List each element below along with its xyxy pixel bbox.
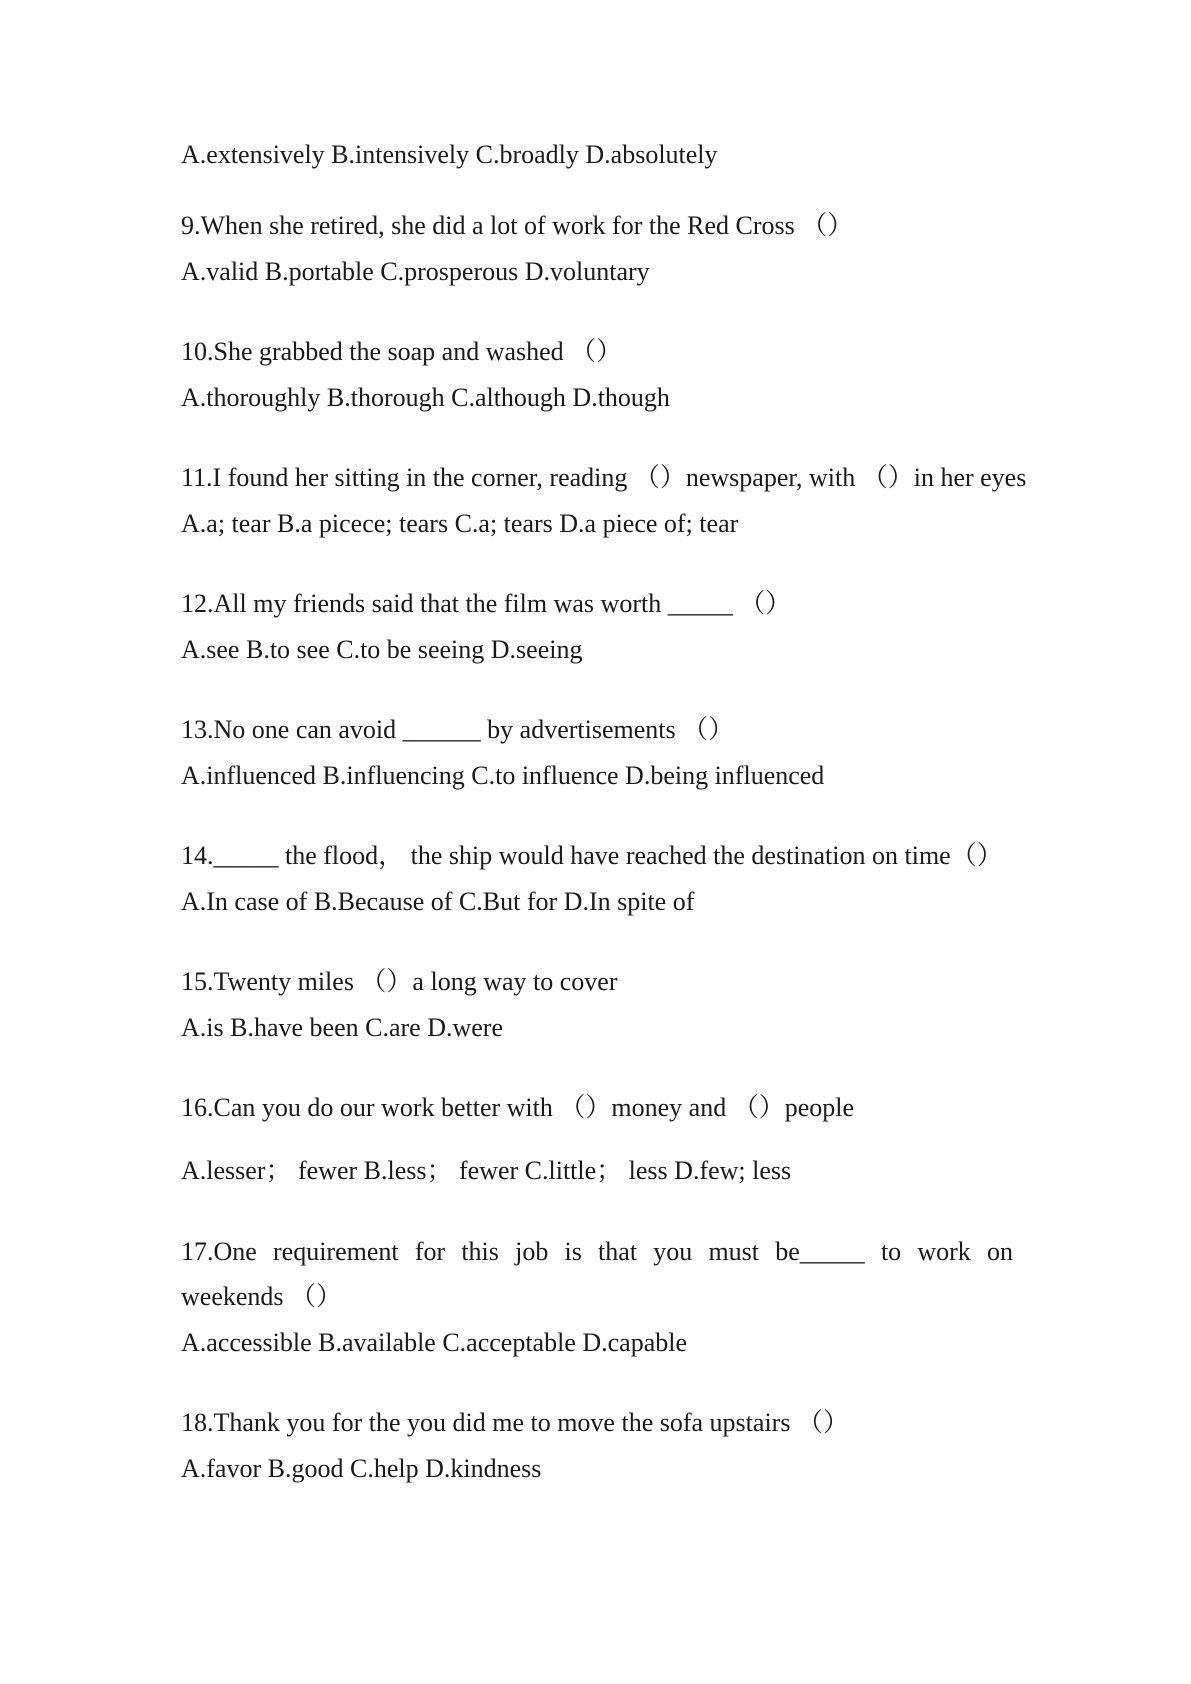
question-17-stem-line-1: 17.One requirement for this job is that you must be_____ to work on: [181, 1237, 1013, 1266]
question-9-stem: 9.When she retired, she did a lot of work for the Red Cross （）: [181, 211, 854, 240]
question-18-stem: 18.Thank you for the you did me to move the sofa upstairs （）: [181, 1408, 849, 1437]
question-15-stem: 15.Twenty miles （）a long way to cover: [181, 967, 618, 996]
question-14-options: A.In case of B.Because of C.But for D.In spite of: [181, 887, 695, 916]
question-11-stem: 11.I found her sitting in the corner, reading （）newspaper, with （）in her eyes: [181, 463, 1027, 492]
question-8-options: A.extensively B.intensively C.broadly D.absolutely: [181, 140, 718, 169]
question-12-options: A.see B.to see C.to be seeing D.seeing: [181, 635, 583, 664]
question-16-stem: 16.Can you do our work better with （）money and （）people: [181, 1093, 854, 1122]
question-17-stem-line-2: weekends （）: [181, 1282, 343, 1311]
question-18-options: A.favor B.good C.help D.kindness: [181, 1454, 542, 1483]
question-9-options: A.valid B.portable C.prosperous D.voluntary: [181, 257, 650, 286]
question-13-stem: 13.No one can avoid ______ by advertisements （）: [181, 715, 735, 744]
question-17-options: A.accessible B.available C.acceptable D.capable: [181, 1328, 688, 1357]
question-10-options: A.thoroughly B.thorough C.although D.though: [181, 383, 670, 412]
question-11-options: A.a; tear B.a picece; tears C.a; tears D.a piece of; tear: [181, 509, 739, 538]
question-12-stem: 12.All my friends said that the film was worth _____ （）: [181, 589, 792, 618]
question-15-options: A.is B.have been C.are D.were: [181, 1013, 503, 1042]
question-13-options: A.influenced B.influencing C.to influence D.being influenced: [181, 761, 825, 790]
question-14-stem: 14._____ the flood， the ship would have reached the destination on time（）: [181, 841, 1003, 870]
question-16-options: A.lesser； fewer B.less； fewer C.little； less D.few; less: [181, 1156, 792, 1185]
question-10-stem: 10.She grabbed the soap and washed （）: [181, 337, 623, 366]
